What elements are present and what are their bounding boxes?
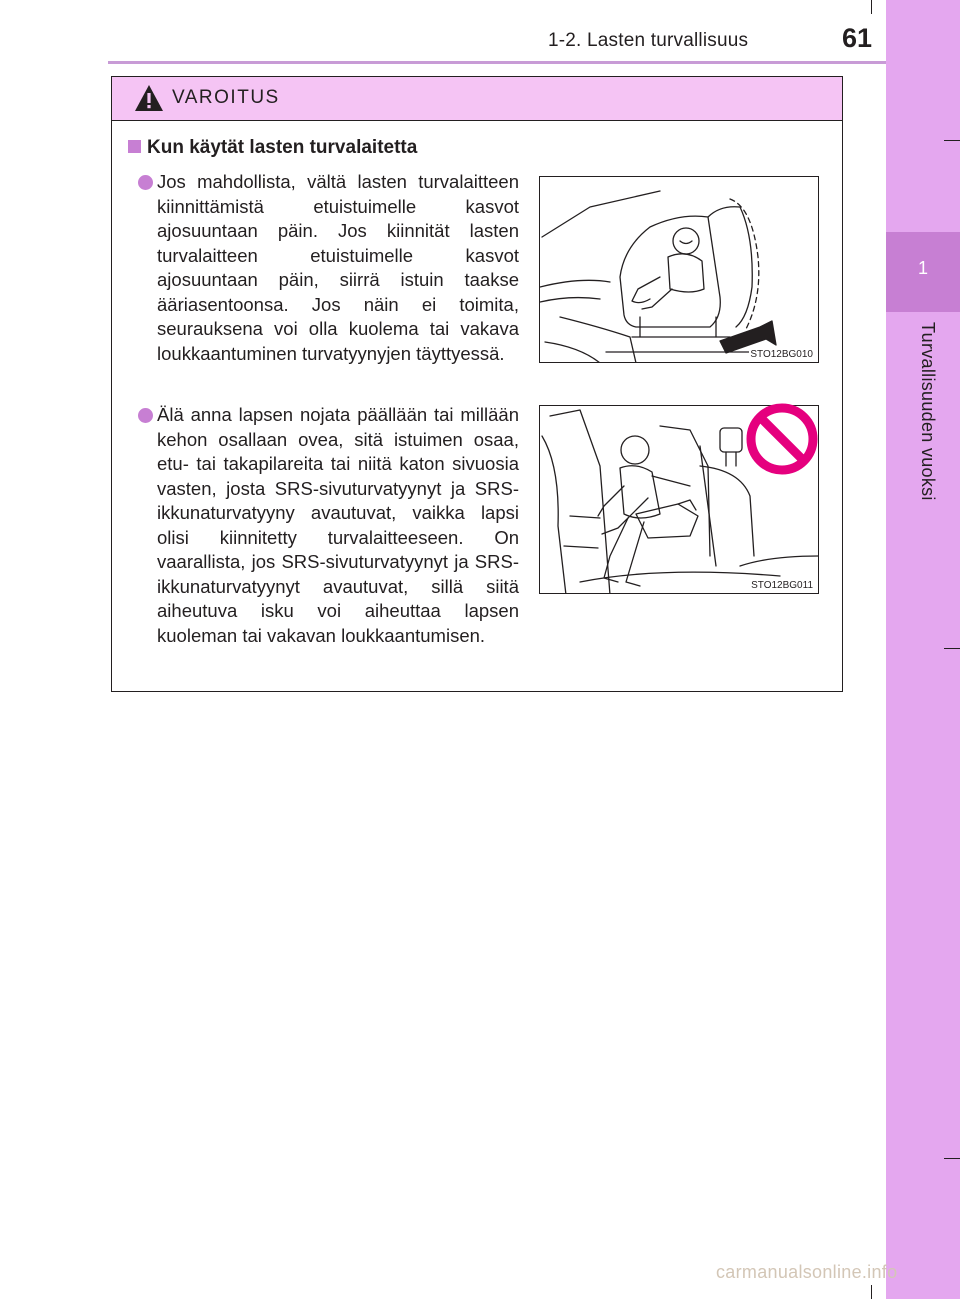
page-number: 61 — [842, 23, 873, 53]
prohibition-icon — [745, 402, 819, 476]
bullet-icon — [138, 175, 153, 190]
bullet-icon — [138, 408, 153, 423]
trim-mark — [871, 0, 872, 14]
section-title: 1-2. Lasten turvallisuus — [548, 30, 749, 51]
square-bullet-icon — [128, 140, 141, 153]
section-heading: Kun käytät lasten turvalaitetta — [128, 137, 417, 159]
watermark: carmanualsonline.info — [716, 1262, 898, 1282]
trim-mark — [944, 648, 960, 649]
warning-box — [111, 76, 843, 692]
trim-mark — [944, 140, 960, 141]
warning-header — [112, 77, 842, 121]
bullet-text: Jos mahdollista, vältä lasten turvalaitteen kiinnittämistä etuistuimelle kasvot ajosuuntaan päin. Jos kiinnität lasten turvalaitteen etuistuimelle kasvot ajosuuntaan päin, siirrä istuin taakse ääriasentoonsa. Jos näin ei toimita, seurauksena voi olla kuolema tai vakava loukkaantuminen turvatyynyjen täyttyessä. — [157, 171, 519, 364]
child-seat-front-illustration — [539, 176, 819, 363]
bullet-text: Älä anna lapsen nojata päällään tai millään kehon osallaan ovea, sitä istuimen osaa, etu- tai takapilareita tai niitä katon sivuosia vasten, josta SRS-sivuturvatyynyt ja SRS-ikkunaturvatyyny avautuvat, vaikka lapsi olisi kiinnitetty turvalaitteeseen. On vaarallista, jos SRS-sivuturvatyynyt ja SRS-ikkunaturvatyynyt avautuvat, sillä siitä aiheutuva isku voi aiheuttaa lapsen kuoleman tai vakavan loukkaantumisen. — [157, 404, 519, 646]
side-tab — [886, 0, 960, 1299]
warning-label: VAROITUS — [172, 87, 280, 108]
trim-mark — [871, 1285, 872, 1299]
chapter-number: 1 — [917, 258, 928, 278]
figure-code: STO12BG011 — [751, 580, 813, 591]
trim-mark — [944, 1158, 960, 1159]
figure-code: STO12BG010 — [750, 349, 813, 360]
chapter-name: Turvallisuuden vuoksi — [918, 322, 938, 501]
warning-triangle-icon — [134, 84, 164, 112]
header-rule — [108, 61, 886, 64]
